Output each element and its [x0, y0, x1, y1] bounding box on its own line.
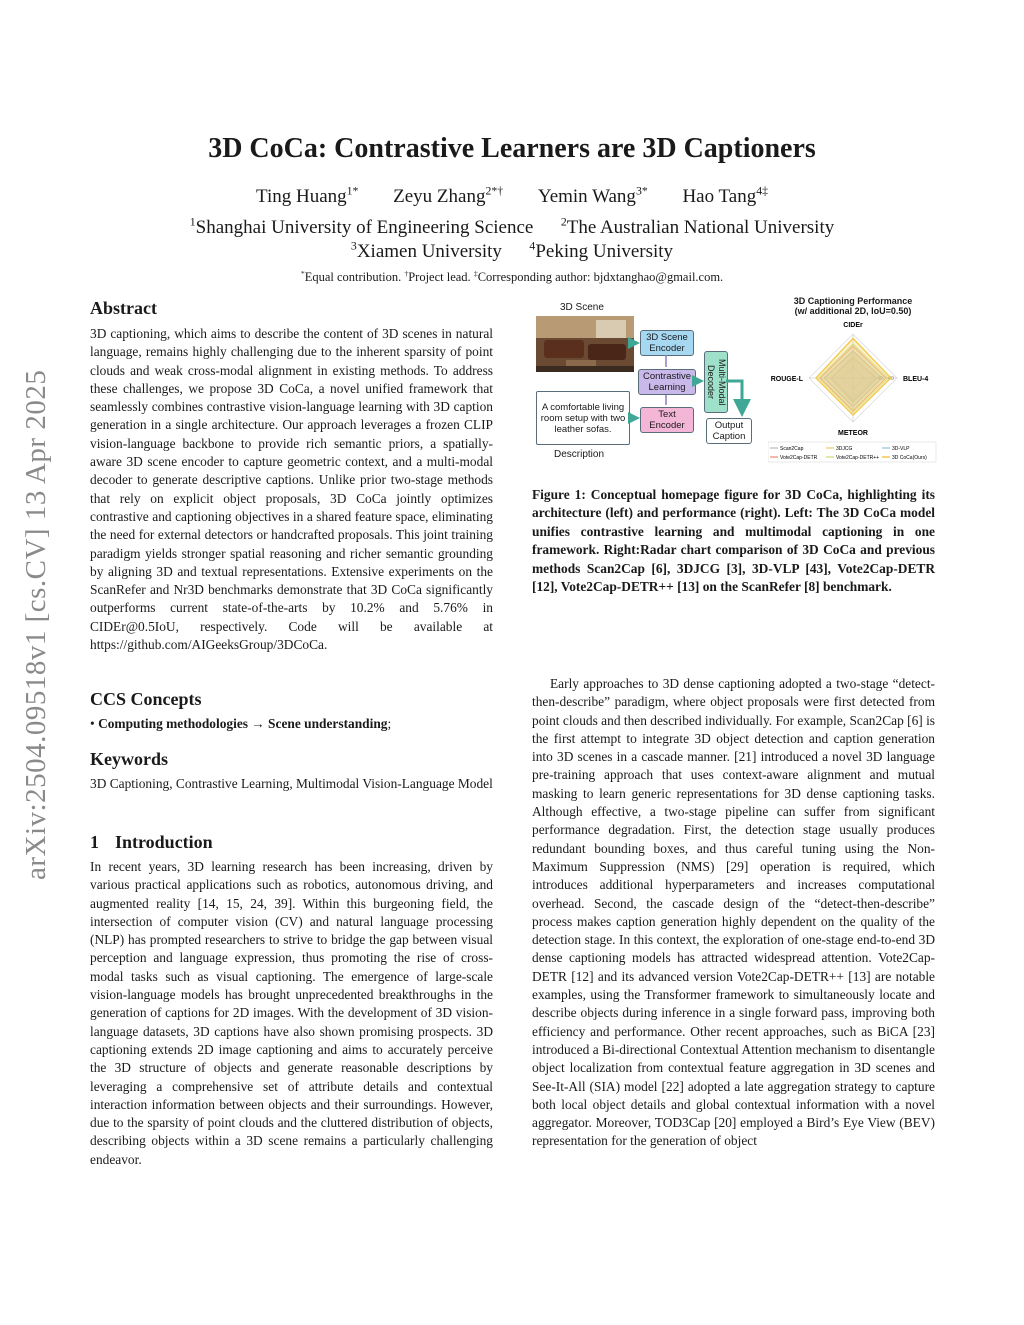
- introduction-text-left: In recent years, 3D learning research has been increasing, driven by various practical applications such as robotics, autonomous driving, and augmented reality [14, 15, 24, 39]. Within this burgeoning field, the intersection of computer vision (CV) and natural language processing (NLP) has prompted researchers to strive to bridge the gap between visual perception and language expression, thus promoting the rise of cross-modal tasks such as visual captioning. The emergence of large-scale vision-language models has brought unprecedented breakthroughs in the generation of captions for 2D images. With the development of 3D vision-language datasets, 3D captions have also shown promising prospects. 3D captioning extends 2D image captioning and aims to accurately perceive the 3D structure of objects and generate reasonable descriptions by leveraging a comprehensive set of attribute details and contextual interaction information between objects and their surroundings. However, due to the sparsity of point clouds and the cluttered distribution of objects, describing objects within a 3D scene remains a particularly challenging endeavor.: [90, 859, 493, 1167]
- ccs-section: [90, 689, 493, 733]
- radar-legend-label: 3D-VLP: [892, 446, 910, 452]
- radar-legend-label: Vote2Cap-DETR++: [836, 455, 880, 461]
- description-box: A comfortable living room setup with two leather sofas.: [536, 391, 630, 445]
- radar-axis-label-rouge-l: ROUGE-L: [770, 376, 803, 383]
- radar-axis-label-meteor: METEOR: [838, 430, 868, 437]
- introduction-continued: [532, 675, 935, 1151]
- radar-tick-label: 60: [888, 376, 894, 382]
- radar-axis-label-cider: CIDEr: [843, 322, 863, 329]
- radar-series-3d-coca-ours-: [816, 338, 891, 415]
- introduction-section: [90, 832, 493, 1169]
- radar-chart: [768, 320, 938, 468]
- radar-title: 3D Captioning Performance (w/ additional 2D, IoU=0.50): [793, 296, 913, 316]
- abstract-heading: Abstract: [90, 298, 157, 318]
- description-label: Description: [554, 449, 605, 460]
- output-caption-box: Output Caption: [706, 418, 752, 444]
- radar-axis-label-bleu-4: BLEU-4: [903, 376, 929, 383]
- contrastive-learning-box: Contrastive Learning: [638, 369, 696, 395]
- ccs-text: • Computing methodologies → Scene understanding;: [90, 716, 392, 731]
- radar-legend-label: Vote2Cap-DETR: [780, 455, 818, 461]
- text-encoder-box: Text Encoder: [640, 407, 694, 433]
- figure-1-caption: Figure 1: Conceptual homepage figure for 3D CoCa, highlighting its architecture (left) and performance (right). Left: The 3D CoCa model unifies contrastive learning and multimodal captioning in one framework. Right:Radar chart comparison of 3D CoCa and previous methods Scan2Cap [6], 3DJCG [3], 3D-VLP [43], Vote2Cap-DETR [12], Vote2Cap-DETR++ [13] on the ScanRefer [8] benchmark.: [532, 487, 935, 595]
- pipeline-arrows: [532, 298, 772, 468]
- figure-1: [532, 298, 937, 468]
- ccs-heading: CCS Concepts: [90, 689, 202, 709]
- arxiv-stamp: arXiv:2504.09518v1 [cs.CV] 13 Apr 2025: [20, 369, 52, 880]
- keywords-heading: Keywords: [90, 749, 168, 769]
- multimodal-decoder-box: Multi-Modal Decoder: [704, 351, 728, 413]
- keywords-section: [90, 749, 493, 793]
- author: Zeyu Zhang$^{2*\dagger}$: [393, 184, 504, 207]
- radar-legend-label: Scan2Cap: [780, 446, 804, 452]
- affiliation-line-1: $^1$Shanghai University of Engineering Science $^2$The Australian National University: [189, 215, 835, 238]
- radar-legend-label: 3DJCG: [836, 446, 853, 452]
- scene-encoder-box: 3D Scene Encoder: [640, 330, 694, 356]
- introduction-heading: 1 Introduction: [90, 832, 213, 852]
- author: Hao Tang$^{4\ddagger}$: [682, 184, 768, 207]
- paper-title: 3D CoCa: Contrastive Learners are 3D Captioners: [208, 133, 816, 164]
- radar-tick-label: 40: [877, 376, 883, 382]
- keywords-text: 3D Captioning, Contrastive Learning, Multimodal Vision-Language Model: [90, 776, 493, 791]
- introduction-text-right: Early approaches to 3D dense captioning adopted a two-stage “detect-then-describe” paradigm, where object proposals were first detected from point clouds and then described individually. For example, Scan2Cap [6] is the first attempt to integrate 3D object detection and caption generation into 3D scenes in a cascade manner. [21] introduced a novel 3D language pre-training approach that uses context-aware alignment and mutual masking to learn generic representations for 3D dense captioning tasks. Although effective, a two-stage pipeline can suffer from significant performance degradation. First, the detection stage usually produces redundant bounding boxes, and thus careful tuning using the Non-Maximum Suppression (NMS) [29] operation is required, which introduces additional hyperparameters and increases computational overhead. Second, the cascade design of the “detect-then-describe” process makes caption generation highly dependent on the quality of the detection stage. In this context, the exploration of one-stage end-to-end 3D dense captioning models has attracted widespread attention. Vote2Cap-DETR [12] and its advanced version Vote2Cap-DETR++ [13] are notable examples, using the Transformer framework to simultaneously locate and describe objects during inference in a single forward pass, improving both efficiency and performance. Other recent approaches, such as BiCA [23] introduced a Bi-directional Contextual Attention mechanism to disentangle object localization from contextual feature aggregation in 3D scenes and See-It-All (SIA) model [22] adopted a late aggregation strategy to capture both local object details and global contextual information with a novel aggregator. Moreover, TOD3Cap [20] employed a Bird’s Eye View (BEV) representation for the generation of object: [532, 676, 935, 1149]
- radar-legend-label: 3D CoCa(Ours): [892, 455, 927, 461]
- abstract-section: [90, 298, 493, 654]
- scene-label: 3D Scene: [560, 302, 604, 313]
- author-list: [0, 186, 1024, 208]
- author-notes: *Equal contribution. †Project lead. ‡Corresponding author: bjdxtanghao@gmail.com.: [300, 268, 724, 284]
- author: Yemin Wang$^{3*}$: [537, 184, 648, 207]
- affiliation-line-2: $^3$Xiamen University $^4$Peking University: [350, 239, 674, 262]
- abstract-text: 3D captioning, which aims to describe the content of 3D scenes in natural language, remains highly challenging due to the inherent sparsity of point clouds and weak cross-modal alignment in existing methods. To address these challenges, we propose 3D CoCa, a novel unified framework that seamlessly combines contrastive vision-language learning with 3D caption generation in a single architecture. Our approach leverages a frozen CLIP vision-language backbone to provide rich semantic priors, a spatially-aware 3D scene encoder to capture geometric context, and a multi-modal decoder to generate descriptive captions. Unlike prior two-stage methods that rely on explicit object proposals, 3D CoCa jointly optimizes contrastive and captioning objectives in a shared feature space, eliminating the need for external detectors or handcrafted proposals. This joint training paradigm yields stronger spatial reasoning and richer semantic grounding by aligning 3D and textual representations. Extensive experiments on the ScanRefer and Nr3D benchmarks demonstrate that 3D CoCa significantly outperforms current state-of-the-arts by 10.2% and 5.76% in CIDEr@0.5IoU, respectively. Code will be available at https://github.com/AIGeeksGroup/3DCoCa.: [90, 326, 493, 653]
- author: Ting Huang$^{1*}$: [256, 184, 359, 207]
